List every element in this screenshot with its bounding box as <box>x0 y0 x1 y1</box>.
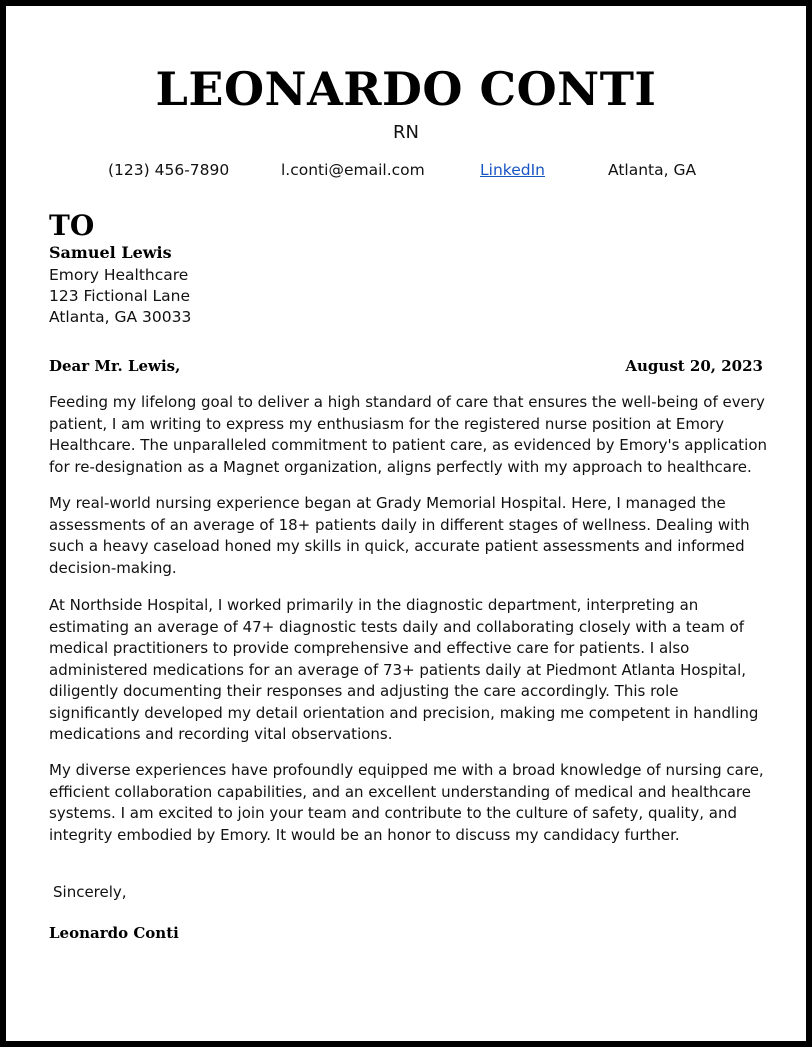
to-heading: TO <box>49 209 95 242</box>
recipient-street: 123 Fictional Lane <box>49 287 191 305</box>
body-paragraph-1: Feeding my lifelong goal to deliver a high standard of care that ensures the well-being of every patient, I am writing to express my enthusiasm for the registered nurse position at Emory Healthcare. The unparalleled commitment to patient care, as evidenced by Emory's application for re-designation as a Magnet organization, aligns perfectly with my approach to healthcare. <box>49 393 768 476</box>
letter-date: August 20, 2023 <box>625 357 763 375</box>
signature: Leonardo Conti <box>49 924 179 942</box>
salutation: Dear Mr. Lewis, <box>49 357 181 375</box>
body-paragraph-4: My diverse experiences have profoundly equipped me with a broad knowledge of nursing care, efficient collaboration capabilities, and an excellent understanding of medical and healthcare systems. I am excited to join your team and contribute to the culture of safety, quality, and integrity embodied by Emory. It would be an honor to discuss my candidacy further. <box>49 761 764 844</box>
body-paragraph-2: My real-world nursing experience began at Grady Memorial Hospital. Here, I managed the assessments of an average of 18+ patients daily in different stages of wellness. Dealing with such a heavy caseload honed my skills in quick, accurate patient assessments and informed decision-making. <box>49 494 750 577</box>
recipient-name: Samuel Lewis <box>49 243 172 262</box>
contact-phone: (123) 456-7890 <box>108 161 230 179</box>
recipient-city: Atlanta, GA 30033 <box>49 308 192 326</box>
applicant-name: LEONARDO CONTI <box>155 62 657 116</box>
recipient-company: Emory Healthcare <box>49 266 189 284</box>
linkedin-link[interactable]: LinkedIn <box>480 161 545 179</box>
contact-email: l.conti@email.com <box>281 161 425 179</box>
contact-location: Atlanta, GA <box>608 161 697 179</box>
body-paragraph-3: At Northside Hospital, I worked primarily in the diagnostic department, interpreting an estimating an average of 47+ diagnostic tests daily and collaborating closely with a team of medical practitioners to provide comprehensive and effective care for patients. I also administered medications for an average of 73+ patients daily at Piedmont Atlanta Hospital, diligently documenting their responses and adjusting the care accordingly. This role significantly developed my detail orientation and precision, making me competent in handling medications and recording vital observations. <box>49 596 759 743</box>
closing: Sincerely, <box>53 883 127 901</box>
applicant-title: RN <box>393 122 419 143</box>
